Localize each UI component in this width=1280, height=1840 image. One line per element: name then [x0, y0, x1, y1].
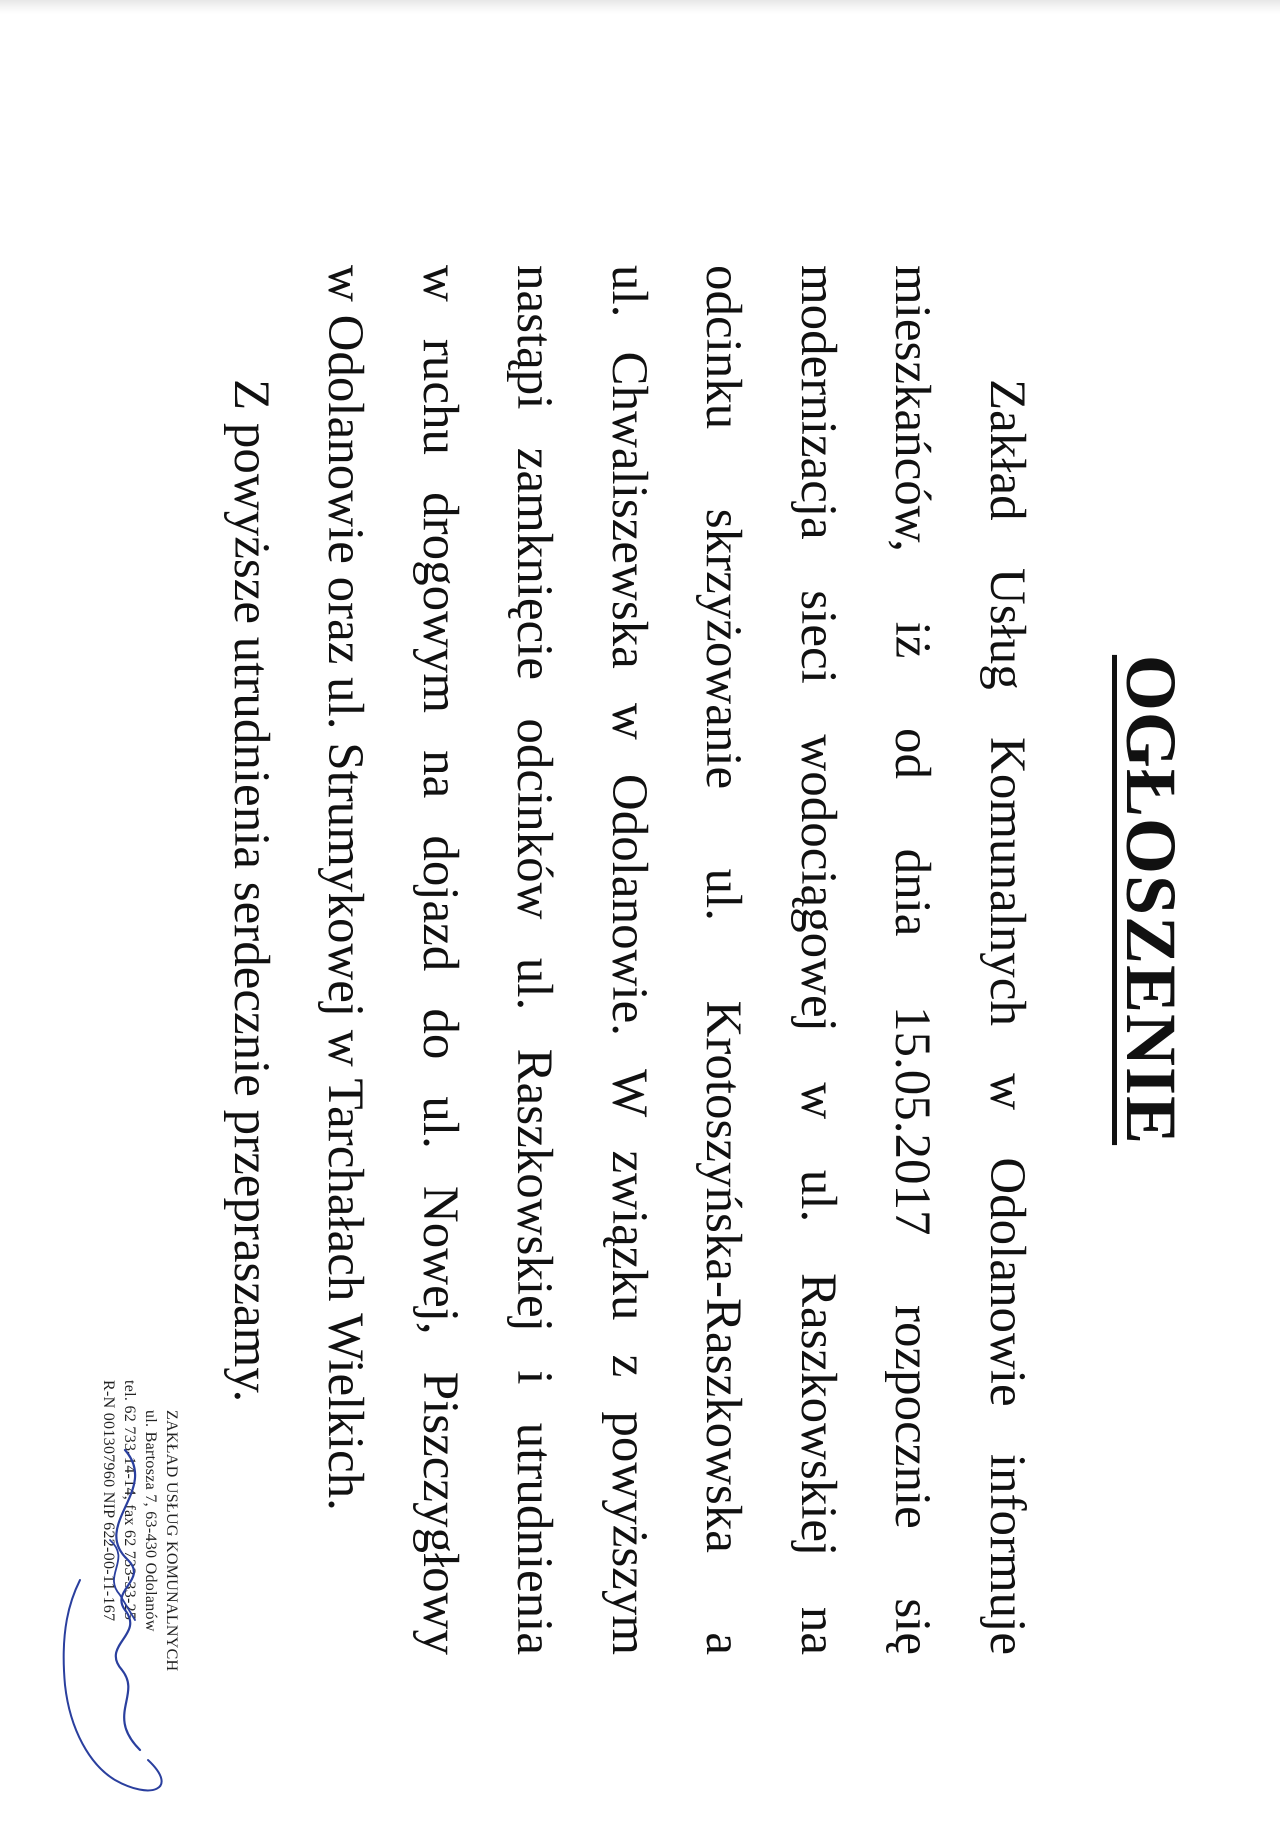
announcement-body [204, 265, 1055, 1655]
stamp-phone-fax: tel. 62 733-14-14, fax 62 733-33-25 [121, 1380, 138, 1621]
body-line-5: ul. Chwaliszewska w Odolanowie. W związku z powyższym [601, 265, 657, 1655]
body-line-4: odcinku skrzyżowanie ul. Krotoszyńska-Raszkowska a [695, 265, 752, 1655]
body-line-6: nastąpi zamknięcie odcinków ul. Raszkowskiej i utrudnienia [506, 265, 563, 1655]
company-stamp [98, 1380, 182, 1840]
body-line-1: Zakład Usług Komunalnych w Odolanowie informuje [979, 379, 1035, 1655]
stamp-company-name: ZAKŁAD USŁUG KOMUNALNYCH [163, 1410, 180, 1672]
body-line-7: w ruchu drogowym na dojazd do ul. Nowej, Piszczygłowy [412, 265, 468, 1655]
closing-apology-line: Z powyższe utrudnienia serdecznie przepraszamy. [223, 379, 279, 1403]
announcement-title: OGŁOSZENIE [1111, 654, 1191, 1146]
body-line-2: mieszkańców, iż od dnia 15.05.2017 rozpocznie się [884, 265, 941, 1655]
body-line-8: w Odolanowie oraz ul. Strumykowej w Tarchałach Wielkich. [317, 265, 374, 1511]
stamp-address: ul. Bartosza 7, 63-430 Odolanów [142, 1410, 159, 1632]
stamp-registration: R-N 001307960 NIP 622-00-11-167 [100, 1380, 117, 1622]
body-line-3: modernizacja sieci wodociągowej w ul. Raszkowskiej na [790, 265, 846, 1655]
